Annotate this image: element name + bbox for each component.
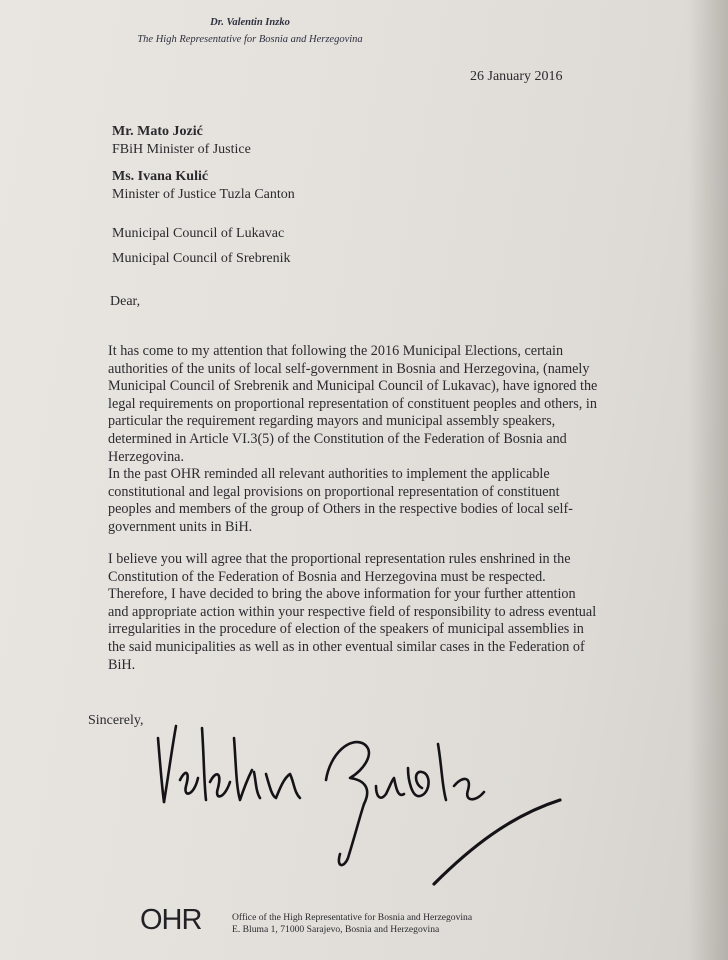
paragraph-1 (108, 343, 628, 466)
paragraph-line: authorities of the units of local self-government in Bosnia and Herzegovina, (namely (108, 360, 590, 377)
page-shadow (688, 0, 728, 960)
recipient-1-role: FBiH Minister of Justice (112, 142, 251, 157)
paragraph-line: government units in BiH. (108, 518, 253, 535)
handwritten-signature (150, 708, 570, 888)
recipient-2-role: Minister of Justice Tuzla Canton (112, 187, 295, 202)
paragraph-line: peoples and members of the group of Others in the respective bodies of local self- (108, 501, 573, 518)
letter-date: 26 January 2016 (470, 69, 563, 84)
paragraph-line: and appropriate action within your respective field of responsibility to adress eventual (108, 603, 597, 620)
paragraph-line: determined in Article VI.3(5) of the Constitution of the Federation of Bosnia and (108, 430, 567, 447)
footer-address (232, 912, 472, 936)
paragraph-line: legal requirements on proportional representation of constituent peoples and others, in (108, 395, 597, 412)
paragraph-3 (108, 551, 628, 674)
paragraph-line: constitutional and legal provisions on proportional representation of constituent (108, 483, 560, 500)
paragraph-line: Municipal Council of Srebrenik and Municipal Council of Lukavac), have ignored the (108, 378, 598, 395)
paragraph-line: In the past OHR reminded all relevant authorities to implement the applicable (108, 466, 550, 482)
recipient-1-name: Mr. Mato Jozić (112, 124, 203, 139)
paragraph-line: Herzegovina. (108, 448, 185, 465)
salutation: Dear, (110, 294, 141, 309)
letterhead-name: Dr. Valentin Inzko (210, 17, 290, 28)
paragraph-line: It has come to my attention that following the 2016 Municipal Elections, certain (108, 343, 564, 359)
footer-line-2: E. Bluma 1, 71000 Sarajevo, Bosnia and Herzegovina (232, 924, 440, 935)
paragraph-line: particular the requirement regarding mayors and municipal assembly speakers, (108, 413, 556, 430)
footer-line-1: Office of the High Representative for Bosnia and Herzegovina (232, 912, 473, 923)
paragraph-line: Therefore, I have decided to bring the above information for your further attention (108, 586, 576, 603)
paragraph-2 (108, 466, 628, 536)
paragraph-line: Constitution of the Federation of Bosnia and Herzegovina must be respected. (108, 568, 546, 585)
recipient-3-role: Municipal Council of Lukavac (112, 226, 285, 241)
paragraph-line: irregularities in the procedure of election of the speakers of municipal assemblies in (108, 621, 584, 638)
closing: Sincerely, (88, 713, 144, 728)
recipient-3 (112, 225, 284, 243)
paragraph-line: the said municipalities as well as in other eventual similar cases in the Federation of (108, 638, 585, 655)
paragraph-line: BiH. (108, 656, 136, 673)
recipient-2 (112, 168, 295, 204)
recipient-2-name: Ms. Ivana Kulić (112, 169, 209, 184)
recipient-1 (112, 123, 251, 159)
letterhead-title: The High Representative for Bosnia and Herzegovina (137, 34, 363, 45)
recipient-4 (112, 250, 290, 268)
recipient-4-role: Municipal Council of Srebrenik (112, 251, 291, 266)
letterhead (0, 14, 500, 48)
paragraph-line: I believe you will agree that the proportional representation rules enshrined in the (108, 551, 571, 567)
ohr-logo: OHR (140, 904, 202, 936)
